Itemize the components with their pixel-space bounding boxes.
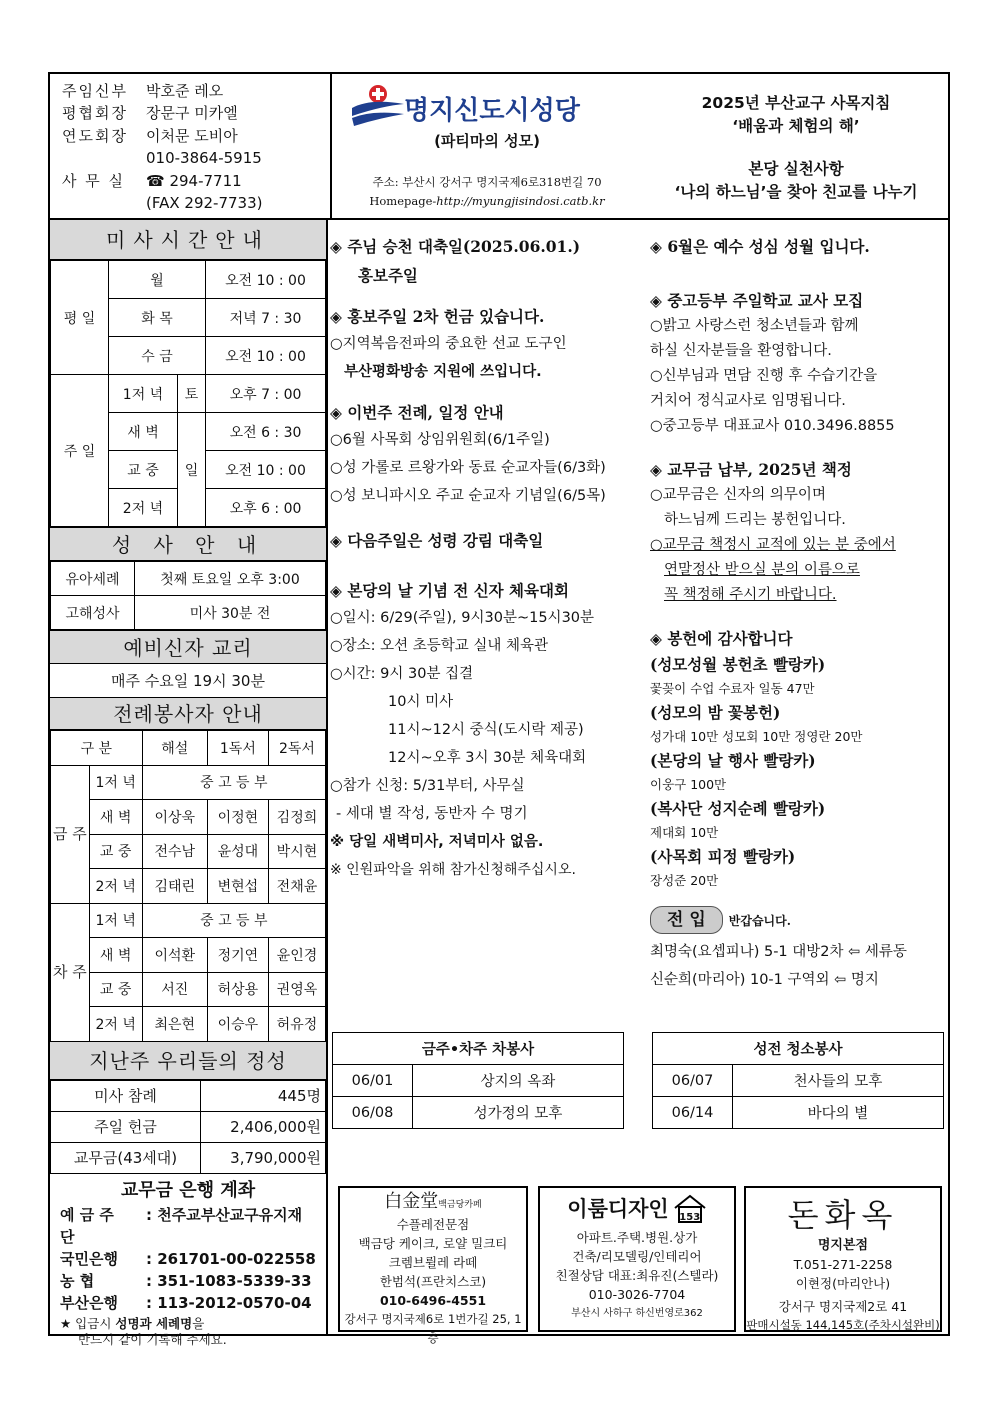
table-cell: 수 금 — [109, 337, 206, 375]
text-line: 이룸디자인 — [567, 1196, 669, 1221]
table-cell: 차 주 — [51, 903, 90, 1041]
catechumen-title: 예비신자 교리 — [50, 630, 326, 664]
text-line: ○6월 사목회 상임위원회(6/1주일) — [330, 432, 550, 448]
text-line: 을 — [192, 1315, 205, 1331]
table-cell: 전채윤 — [268, 869, 325, 904]
text-line: ‘나의 하느님’을 찾아 친교를 나누기 — [674, 183, 918, 201]
table-cell: 미사 30분 전 — [135, 596, 326, 630]
teacher-recruit-heading: ◈ 중고등부 주일학교 교사 모집 — [650, 291, 864, 310]
ad-irum-design — [538, 1186, 736, 1332]
text-line: 건축/리모델링/인테리어 — [572, 1249, 702, 1264]
cleaning-service-table — [652, 1032, 944, 1129]
text-line: ○교무금 책정시 교적에 있는 분 중에서 — [650, 537, 896, 553]
table-cell: 정기연 — [207, 938, 268, 973]
text-line: ○지역복음전파의 중요한 선교 도구인 — [330, 336, 567, 352]
text-line: ※ 당일 새벽미사, 저녁미사 없음. — [330, 834, 544, 850]
table-cell: 저녁 7 : 30 — [206, 299, 326, 337]
text-line: (본당의 날 행사 빨랑카) — [650, 751, 816, 770]
text-line: 성가대 10만 성모회 10만 정영란 20만 — [650, 729, 863, 744]
table-cell: 윤성대 — [207, 834, 268, 869]
text-line: ○장소: 오션 초등학교 실내 체육관 — [330, 638, 549, 654]
text-line: 이현정(마리안나) — [795, 1276, 891, 1291]
table-cell: 이상욱 — [142, 800, 207, 835]
table-cell: 2,406,000원 — [201, 1111, 326, 1142]
table-cell: 중 고 등 부 — [142, 903, 325, 938]
table-cell: 천사들의 모후 — [733, 1065, 944, 1097]
church-title-block — [332, 74, 642, 220]
table-cell: 김정희 — [268, 800, 325, 835]
table-cell: 교 중 — [89, 972, 142, 1007]
table-cell: 2저 녁 — [109, 489, 178, 527]
text-line: ○중고등부 대표교사 010.3496.8855 — [650, 418, 895, 434]
pentecost-heading: ◈ 다음주일은 성령 강림 대축일 — [330, 531, 544, 550]
car-service-table — [332, 1032, 624, 1129]
table-cell: 교 중 — [109, 451, 178, 489]
text-line: 교무금 은행 계좌 — [120, 1179, 256, 1201]
mass-times-table — [50, 260, 326, 527]
text-line: 이처문 도비아 — [146, 126, 238, 145]
text-line: 돈화옥 — [787, 1196, 899, 1234]
thanks-heading: ◈ 봉헌에 감사합니다 — [650, 629, 793, 648]
homepage-link[interactable]: http://myungjisindosi.catb.kr — [436, 194, 605, 208]
table-cell: 화 목 — [109, 299, 206, 337]
table-cell: 새 벽 — [89, 938, 142, 973]
text-line: 판매시설동 144,145호(주차시설완비) — [746, 1318, 940, 1332]
text-line: 한범석(프란치스코) — [379, 1274, 487, 1289]
text-line: T.051-271-2258 — [793, 1257, 893, 1272]
offering-table — [50, 1080, 326, 1174]
table-cell: 1저 녁 — [89, 903, 142, 938]
servers-table — [50, 730, 326, 1042]
middle-column — [330, 220, 642, 884]
text-line: (성모의 밤 꽃봉헌) — [650, 703, 781, 722]
text-line: 연도회장 — [62, 126, 128, 145]
table-cell: 이석환 — [142, 938, 207, 973]
text-line: ○밝고 사랑스런 청소년들과 함께 — [650, 318, 859, 334]
table-cell: 새 벽 — [89, 800, 142, 835]
staff-info — [50, 74, 332, 220]
sacrament-title: 성 사 안 내 — [50, 527, 326, 561]
table-cell: 평 일 — [51, 261, 109, 375]
right-column — [650, 220, 950, 994]
table-cell: 오전 6 : 30 — [206, 413, 326, 451]
bulletin-frame — [48, 72, 950, 1347]
text-line: 010-3864-5915 — [146, 149, 262, 168]
text-line: 신순희(마리아) 10-1 구역외 ⇦ 명지 — [650, 972, 879, 988]
text-line: ※ 인원파악을 위해 참가신청해주십시오. — [330, 862, 576, 878]
table-cell: 허상용 — [207, 972, 268, 1007]
text-line: 꽃꽂이 수업 수료자 일동 47만 — [650, 681, 815, 696]
table-cell: 오후 6 : 00 — [206, 489, 326, 527]
text-line: ★ 입금시 — [60, 1315, 116, 1331]
servers-title: 전례봉사자 안내 — [50, 698, 326, 730]
table-cell: 허유정 — [268, 1007, 325, 1042]
text-line: 2025년 부산교구 사목지침 — [701, 94, 891, 112]
second-collection-heading: ◈ 홍보주일 2차 헌금 있습니다. — [330, 307, 545, 326]
text-line: 부산은행 — [60, 1293, 118, 1312]
ad-baekgeumdang — [338, 1186, 528, 1345]
text-line: 반갑습니다. — [728, 913, 791, 928]
table-cell: 06/01 — [333, 1065, 413, 1097]
table-cell: 3,790,000원 — [201, 1142, 326, 1173]
text-line: 장문구 미카엘 — [146, 104, 238, 123]
text-line: 천주교부산교구유지재단 — [60, 1205, 303, 1246]
church-name: 명지신도시성당 — [404, 96, 580, 126]
table-cell: 서진 — [142, 972, 207, 1007]
text-line: 11시~12시 중식(도시락 제공) — [388, 722, 584, 738]
table-cell: 미사 참례 — [51, 1080, 201, 1111]
table-cell: 전수남 — [142, 834, 207, 869]
text-line: 하느님께 드리는 봉헌입니다. — [664, 512, 846, 528]
church-address: 주소: 부산시 강서구 명지국제6로318번길 70 — [372, 175, 602, 189]
text-line: 크렘브륄레 라떼 — [388, 1255, 478, 1270]
text-line: - 세대 별 작성, 동반자 수 명기 — [336, 806, 528, 822]
text-line: 제대회 10만 — [650, 825, 719, 840]
table-cell: 주일 헌금 — [51, 1111, 201, 1142]
church-homepage — [332, 194, 642, 208]
left-column — [50, 220, 328, 1347]
table-cell: 최은현 — [142, 1007, 207, 1042]
text-line: 351-1083-5339-33 — [157, 1271, 312, 1290]
text-line: 꼭 책정해 주시기 바랍니다. — [664, 587, 837, 603]
text-line: 하실 신자분들을 환영합니다. — [650, 343, 832, 359]
text-line: 본당 실천사항 — [748, 160, 844, 178]
church-logo-icon — [350, 82, 406, 128]
text-line: ‘배움과 체험의 해’ — [732, 117, 860, 135]
table-cell: 월 — [109, 261, 206, 299]
pastoral-guideline — [642, 74, 950, 220]
table-cell: 첫째 토요일 오후 3:00 — [135, 562, 326, 596]
table-cell: 06/08 — [333, 1097, 413, 1129]
sacred-heart-heading: ◈ 6월은 예수 성심 성월 입니다. — [650, 237, 870, 256]
text-line: ○교무금은 신자의 의무이며 — [650, 487, 826, 503]
table-cell: 윤인경 — [268, 938, 325, 973]
text-line: 거치어 정식교사로 임명됩니다. — [650, 393, 846, 409]
table-cell: 유아세례 — [51, 562, 135, 596]
text-line: 010-3026-7704 — [588, 1287, 686, 1302]
table-cell: 오후 7 : 00 — [206, 375, 326, 413]
table-cell: 이승우 — [207, 1007, 268, 1042]
text-line: 白金堂 — [384, 1191, 439, 1212]
text-line: ○성 보니파시오 주교 순교자 기념일(6/5목) — [330, 488, 606, 504]
table-cell: 1저 녁 — [109, 375, 178, 413]
church-subtitle: (파티마의 성모) — [434, 132, 540, 150]
table-cell: 김태린 — [142, 869, 207, 904]
schedule-heading: ◈ 이번주 전례, 일정 안내 — [330, 403, 504, 422]
text-line: 153 — [679, 1212, 701, 1223]
text-line: 12시~오후 3시 30분 체육대회 — [388, 750, 587, 766]
table-cell: 성전 청소봉사 — [653, 1033, 944, 1065]
offering-title: 지난주 우리들의 정성 — [50, 1042, 326, 1080]
house-icon — [673, 1194, 707, 1224]
table-cell: 06/14 — [653, 1097, 733, 1129]
table-cell: 1저 녁 — [89, 765, 142, 800]
transfer-badge: 전 입 — [650, 906, 723, 934]
table-cell: 교무금(43세대) — [51, 1142, 201, 1173]
text-line: 261701-00-022558 — [157, 1249, 316, 1268]
sports-day-heading: ◈ 본당의 날 기념 전 신자 체육대회 — [330, 581, 569, 600]
text-line: 친절상담 대표:최유진(스텔라) — [555, 1268, 719, 1283]
text-line: 평협회장 — [62, 104, 128, 123]
table-cell: 박시현 — [268, 834, 325, 869]
table-cell: 2저 녁 — [89, 869, 142, 904]
text-line: (성모성월 봉헌초 빨랑카) — [650, 655, 826, 674]
text-line: (복사단 성지순례 빨랑카) — [650, 799, 826, 818]
text-line: ○참가 신청: 5/31부터, 사무실 — [330, 778, 525, 794]
text-line: 아파트.주택.병원.상가 — [576, 1230, 698, 1245]
table-cell: 성가정의 모후 — [413, 1097, 624, 1129]
table-cell: 바다의 별 — [733, 1097, 944, 1129]
text-line: Homepage- — [369, 194, 437, 208]
text-line: (사목회 피정 빨랑카) — [650, 847, 796, 866]
table-cell: 권영옥 — [268, 972, 325, 1007]
text-line: 주임신부 — [62, 82, 128, 100]
text-line: 부산시 사하구 하신번영로362 — [571, 1308, 703, 1319]
text-line — [642, 138, 950, 158]
table-cell: 토 — [178, 375, 206, 413]
table-cell: 변현섭 — [207, 869, 268, 904]
text-line: 박호준 레오 — [146, 82, 224, 100]
table-cell: 오전 10 : 00 — [206, 261, 326, 299]
text-line: 강서구 명지국제2로 41 — [778, 1299, 908, 1314]
table-cell: 이정현 — [207, 800, 268, 835]
table-cell: 2독서 — [268, 731, 325, 766]
table-cell: 새 벽 — [109, 413, 178, 451]
text-line: ○일시: 6/29(주일), 9시30분~15시30분 — [330, 610, 595, 626]
text-line: 백금당 케이크, 로얄 밀크티 — [358, 1236, 508, 1251]
text-line: 성명과 세례명 — [115, 1315, 193, 1331]
table-cell: 금주•차주 차봉사 — [333, 1033, 624, 1065]
text-line: 강서구 명지국제6로 1번가길 25, 1층 — [344, 1312, 522, 1345]
text-line: 사 무 실 — [62, 171, 126, 190]
table-cell: 중 고 등 부 — [142, 765, 325, 800]
text-line: 백금당카페 — [438, 1200, 482, 1210]
bank-accounts: 교무금 은행 계좌 예 금 주 : 천주교부산교구유지재단 국민은행 : 261701-00-022558 농 협 : 351-1083-5339-33 부산은행 : 113-2012-0570-04 ★ 입금시 성명과 세례명을 반드시 같이 기록해 주세요. — [60, 1179, 316, 1347]
table-cell: 상지의 옥좌 — [413, 1065, 624, 1097]
text-line: 수플레전문점 — [396, 1217, 470, 1232]
table-cell: 오전 10 : 00 — [206, 451, 326, 489]
table-cell: 금 주 — [51, 765, 90, 903]
table-cell: 06/07 — [653, 1065, 733, 1097]
text-line: 113-2012-0570-04 — [157, 1293, 312, 1312]
table-cell: 고해성사 — [51, 596, 135, 630]
text-line: 농 협 — [60, 1271, 95, 1290]
text-line: 홍보주일 — [358, 266, 418, 285]
text-line: ☎ 294-7711 — [146, 171, 242, 190]
text-line: 반드시 같이 기록해 주세요. — [78, 1331, 227, 1347]
table-cell: 일 — [178, 413, 206, 527]
text-line: 010-6496-4551 — [379, 1293, 487, 1308]
table-cell: 주 일 — [51, 375, 109, 527]
ad-donhwaok — [744, 1186, 942, 1332]
text-line: 국민은행 — [60, 1249, 118, 1268]
text-line: 명지본점 — [817, 1238, 869, 1253]
table-cell: 해설 — [142, 731, 207, 766]
table-cell: 오전 10 : 00 — [206, 337, 326, 375]
text-line: 예 금 주 — [60, 1205, 114, 1224]
table-cell: 교 중 — [89, 834, 142, 869]
sacrament-table — [50, 561, 326, 630]
text-line: 이웅구 100만 — [650, 777, 727, 792]
catechumen-time: 매주 수요일 19시 30분 — [50, 664, 326, 698]
table-cell: 1독서 — [207, 731, 268, 766]
text-line: ○신부님과 면담 진행 후 수습기간을 — [650, 368, 878, 384]
text-line: ○시간: 9시 30분 집결 — [330, 666, 474, 682]
table-cell: 2저 녁 — [89, 1007, 142, 1042]
table-cell: 445명 — [201, 1080, 326, 1111]
text-line: 10시 미사 — [388, 694, 454, 710]
text-line: 장성준 20만 — [650, 873, 719, 888]
text-line: ○성 가롤로 르왕가와 동료 순교자들(6/3화) — [330, 460, 606, 476]
dues-heading: ◈ 교무금 납부, 2025년 책정 — [650, 460, 852, 479]
text-line: 최명숙(요셉피나) 5-1 대방2차 ⇦ 세류동 — [650, 944, 907, 960]
text-line: 부산평화방송 지원에 쓰입니다. — [344, 364, 542, 380]
ascension-heading: ◈ 주님 승천 대축일(2025.06.01.) — [330, 237, 581, 256]
mass-times-title: 미사시간안내 — [50, 220, 326, 260]
table-cell: 구 분 — [51, 731, 143, 766]
text-line: (FAX 292-7733) — [146, 194, 263, 213]
text-line: 연말정산 받으실 분의 이름으로 — [664, 562, 860, 578]
